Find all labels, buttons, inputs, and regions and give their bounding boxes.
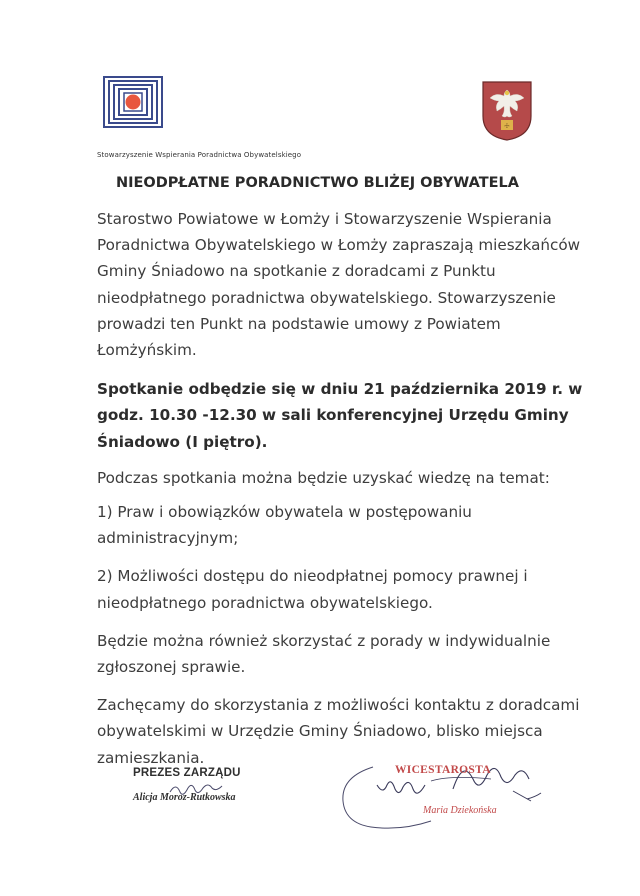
coat-of-arms-icon <box>481 80 533 142</box>
document-body <box>97 206 597 783</box>
meeting-details-paragraph: Spotkanie odbędzie się w dniu 21 października 2019 r. w godz. 10.30 -12.30 w sali konferencyjnej Urzędu Gminy Śniadowo (I piętro). <box>97 380 583 451</box>
organization-name: Stowarzyszenie Wspierania Poradnictwa Obywatelskiego <box>97 151 302 159</box>
vice-starost-title: WICESTAROSTA <box>395 764 491 776</box>
topic-item-1: 1) Praw i obowiązków obywatela w postępowaniu administracyjnym; <box>97 503 472 548</box>
invitation-paragraph: Zachęcamy do skorzystania z możliwości kontaktu z doradcami obywatelskimi w Urzędzie Gminy Śniadowo, blisko miejsca zamieszkania. <box>97 696 580 767</box>
document-title: NIEODPŁATNE PORADNICTWO BLIŻEJ OBYWATELA <box>116 175 519 191</box>
svg-text:☩: ☩ <box>504 123 510 130</box>
vice-starost-name: Maria Dziekońska <box>423 805 497 816</box>
president-signature-block <box>128 764 268 814</box>
association-logo-icon <box>103 76 163 128</box>
president-name: Alicja Moroz-Rutkowska <box>133 792 236 803</box>
topic-item-2: 2) Możliwości dostępu do nieodpłatnej pomocy prawnej i nieodpłatnego poradnictwa obywatelskiego. <box>97 567 528 612</box>
vice-starost-signature-block <box>335 755 555 835</box>
intro-paragraph: Starostwo Powiatowe w Łomży i Stowarzyszenie Wspierania Poradnictwa Obywatelskiego w Łomży zapraszają mieszkańców Gminy Śniadowo na spotkanie z doradcami z Punktu nieodpłatnego poradnictwa obywatelskiego. Stowarzyszenie prowadzi ten Punkt na podstawie umowy z Powiatem Łomżyńskim. <box>97 210 581 360</box>
individual-advice-paragraph: Będzie można również skorzystać z porady w indywidualnie zgłoszonej sprawie. <box>97 631 551 677</box>
topics-intro-paragraph: Podczas spotkania można będzie uzyskać wiedzę na temat: <box>97 468 550 487</box>
president-title: PREZES ZARZĄDU <box>133 767 241 779</box>
